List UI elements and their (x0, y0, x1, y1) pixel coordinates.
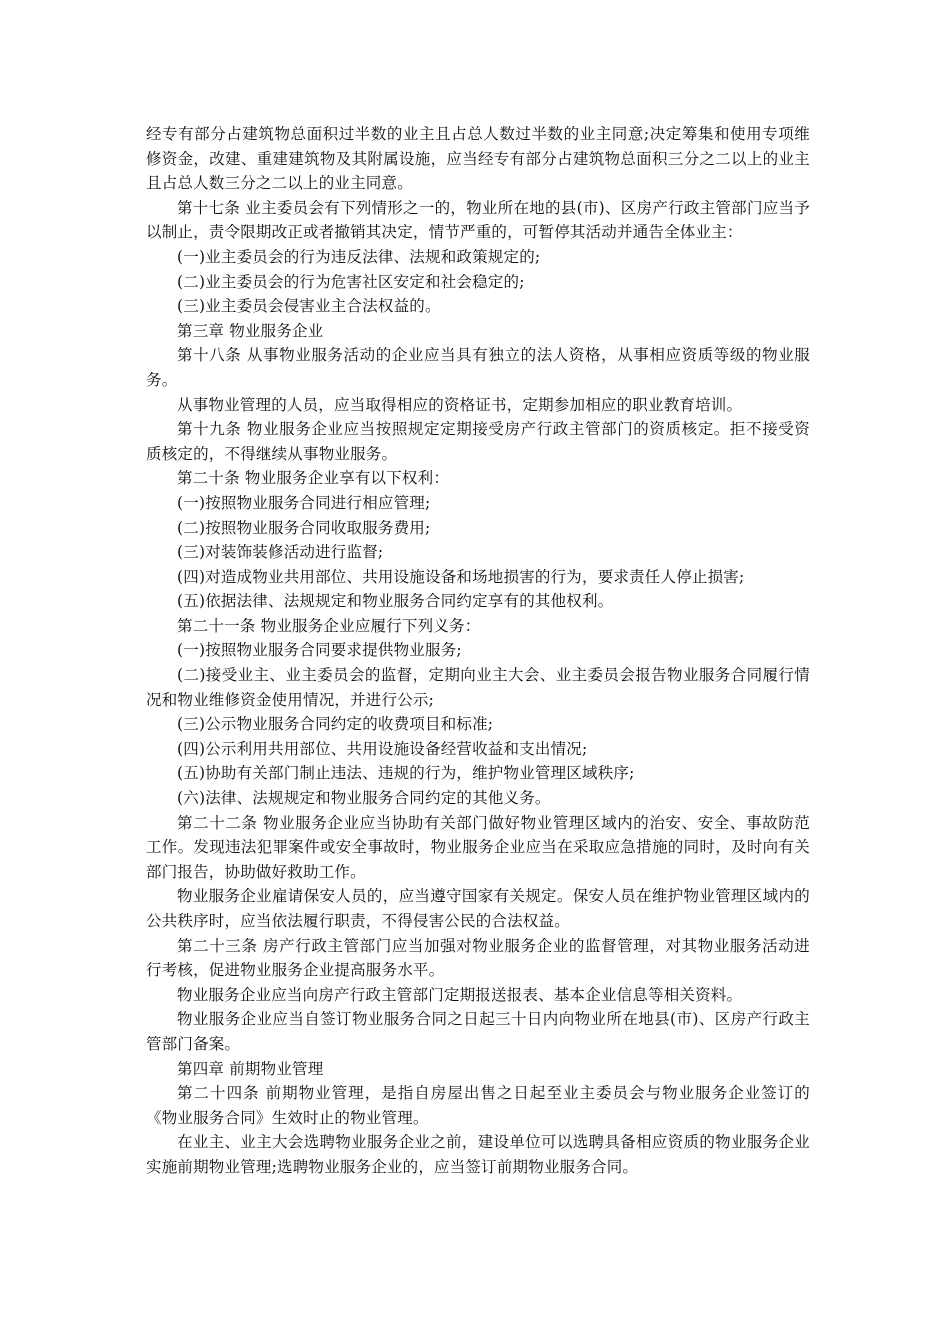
paragraph: 物业服务企业应当向房产行政主管部门定期报送报表、基本企业信息等相关资料。 (177, 985, 743, 1004)
paragraph: 物业服务企业雇请保安人员的，应当遵守国家有关规定。保安人员在维护物业管理区域内的公共秩序时，应当依法履行职责，不得侵害公民的合法权益。 (146, 887, 810, 930)
list-item: (四)公示利用共用部位、共用设施设备经营收益和支出情况; (177, 739, 588, 758)
list-item: (一)按照物业服务合同进行相应管理; (177, 493, 431, 512)
list-item: (六)法律、法规规定和物业服务合同约定的其他义务。 (177, 789, 551, 808)
article-20-paragraph: 第二十条 物业服务企业享有以下权利： (177, 469, 450, 488)
list-item: (三)公示物业服务合同约定的收费项目和标准; (177, 715, 494, 734)
article-23-paragraph: 第二十三条 房产行政主管部门应当加强对物业服务企业的监督管理，对其物业服务活动进行考核，促进物业服务企业提高服务水平。 (146, 936, 810, 980)
list-item: (一)按照物业服务合同要求提供物业服务; (177, 641, 462, 660)
paragraph: 在业主、业主大会选聘物业服务企业之前，建设单位可以选聘具备相应资质的物业服务企业实施前期物业管理;选聘物业服务企业的，应当签订前期物业服务合同。 (146, 1133, 810, 1176)
paragraph: 经专有部分占建筑物总面积过半数的业主且占总人数过半数的业主同意;决定筹集和使用专项维修资金，改建、重建建筑物及其附属设施，应当经专有部分占建筑物总面积三分之二以上的业主且占总人数三分之二以上的业主同意。 (146, 125, 810, 193)
list-item: (二)按照物业服务合同收取服务费用; (177, 518, 431, 537)
list-item: (二)接受业主、业主委员会的监督，定期向业主大会、业主委员会报告物业服务合同履行情况和物业维修资金使用情况，并进行公示; (146, 666, 810, 709)
article-22-paragraph: 第二十二条 物业服务企业应当协助有关部门做好物业管理区域内的治安、安全、事故防范工作。发现违法犯罪案件或安全事故时，物业服务企业应当在采取应急措施的同时，及时向有关部门报告，协助做好救助工作。 (146, 813, 810, 881)
chapter-heading: 第三章 物业服务企业 (177, 321, 324, 340)
list-item: (三)业主委员会侵害业主合法权益的。 (177, 297, 441, 316)
list-item: (二)业主委员会的行为危害社区安定和社会稳定的; (177, 272, 525, 291)
document-body (146, 122, 810, 1180)
list-item: (一)业主委员会的行为违反法律、法规和政策规定的; (177, 247, 541, 266)
article-19-paragraph: 第十九条 物业服务企业应当按照规定定期接受房产行政主管部门的资质核定。拒不接受资质核定的，不得继续从事物业服务。 (146, 420, 810, 463)
list-item: (四)对造成物业共用部位、共用设施设备和场地损害的行为，要求责任人停止损害; (177, 567, 745, 586)
list-item: (五)协助有关部门制止违法、违规的行为，维护物业管理区域秩序; (177, 764, 635, 783)
paragraph: 物业服务企业应当自签订物业服务合同之日起三十日内向物业所在地县(市)、区房产行政主管部门备案。 (146, 1010, 810, 1053)
paragraph: 从事物业管理的人员，应当取得相应的资格证书，定期参加相应的职业教育培训。 (177, 395, 743, 414)
chapter-heading: 第四章 前期物业管理 (177, 1059, 324, 1078)
article-24-paragraph: 第二十四条 前期物业管理，是指自房屋出售之日起至业主委员会与物业服务企业签订的《物业服务合同》生效时止的物业管理。 (146, 1084, 810, 1127)
article-18-paragraph: 第十八条 从事物业服务活动的企业应当具有独立的法人资格，从事相应资质等级的物业服务。 (146, 346, 810, 389)
list-item: (五)依据法律、法规规定和物业服务合同约定享有的其他权利。 (177, 592, 614, 611)
article-17-paragraph: 第十七条 业主委员会有下列情形之一的，物业所在地的县(市)、区房产行政主管部门应当予以制止，责令限期改正或者撤销其决定，情节严重的，可暂停其活动并通告全体业主： (146, 198, 810, 242)
list-item: (三)对装饰装修活动进行监督; (177, 543, 384, 562)
article-21-paragraph: 第二十一条 物业服务企业应履行下列义务： (177, 616, 481, 635)
